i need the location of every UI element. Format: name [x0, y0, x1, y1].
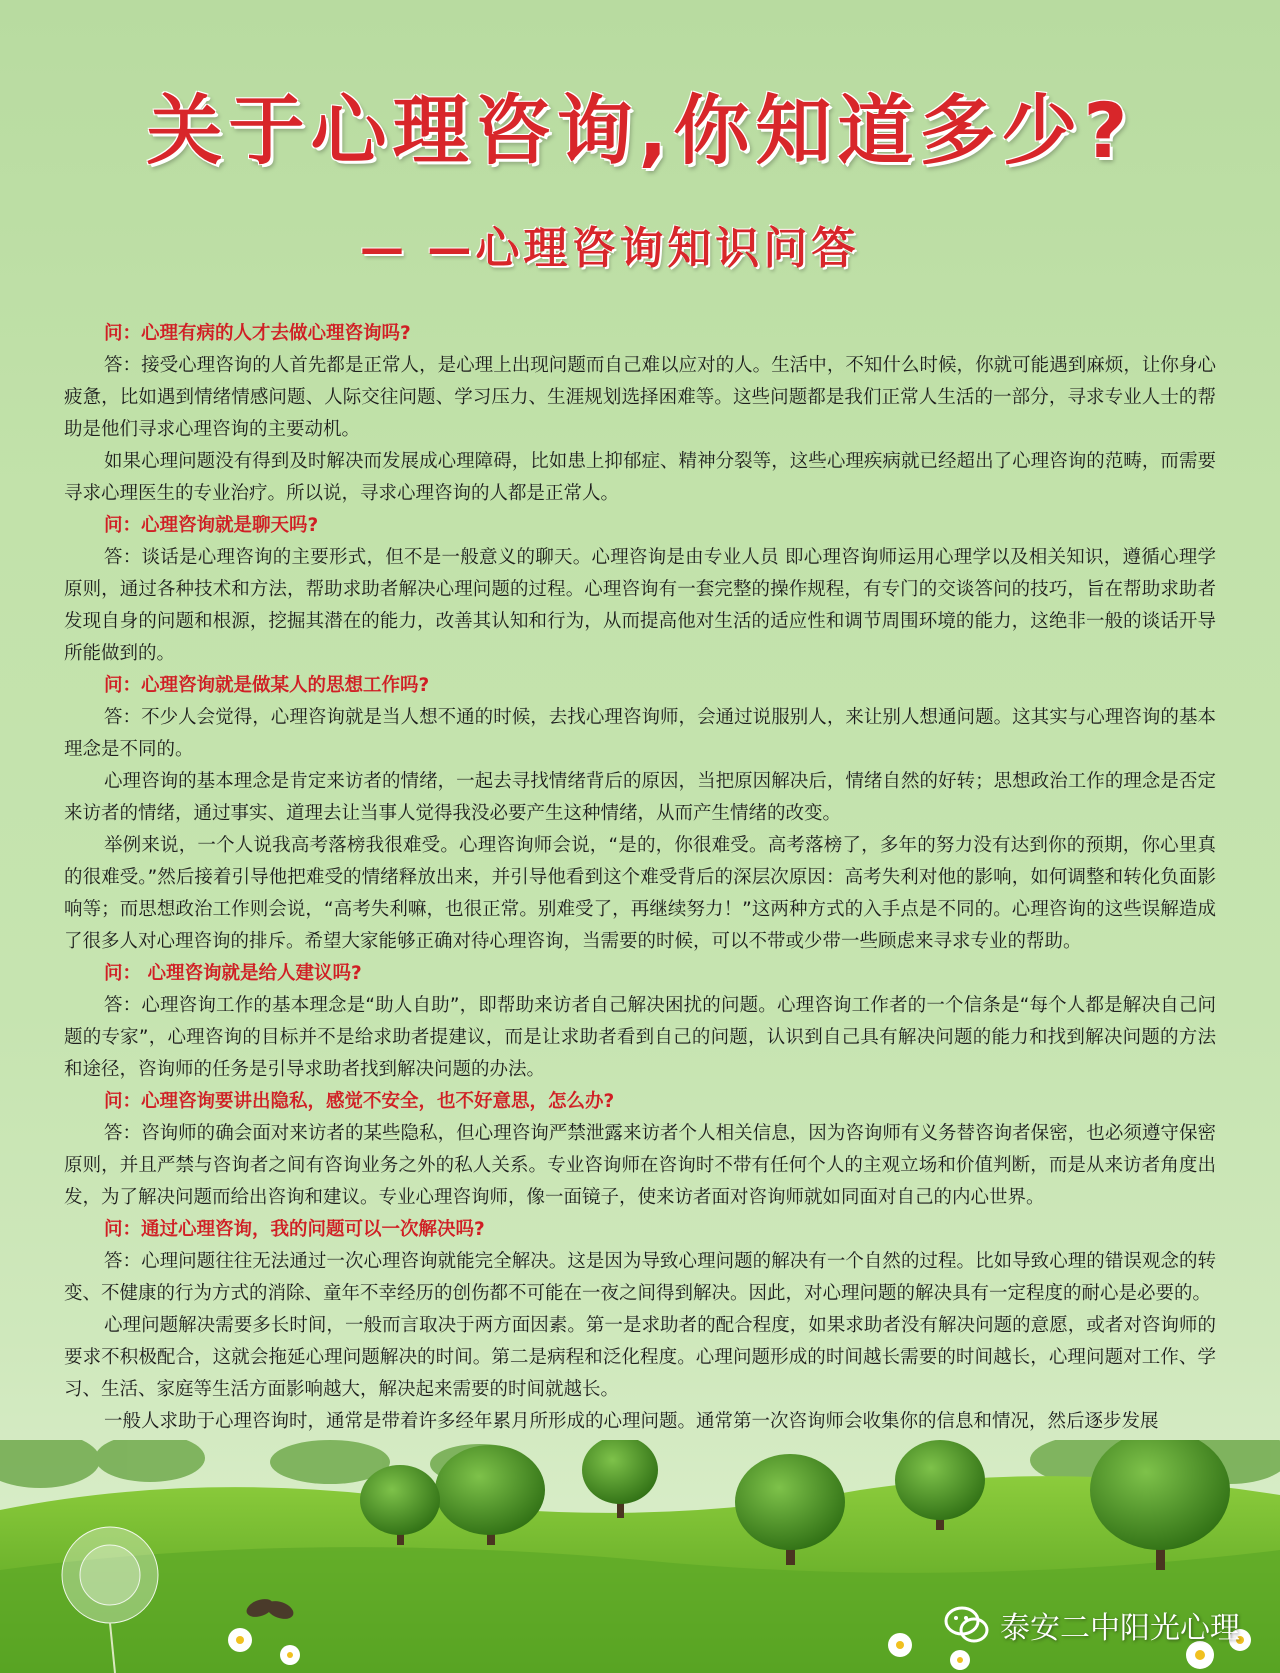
answer-paragraph: 答：心理问题往往无法通过一次心理咨询就能完全解决。这是因为导致心理问题的解决有一个自然的过程。比如导致心理的错误观念的转变、不健康的行为方式的消除、童年不幸经历的创伤都不可能在一夜之间得到解决。因此，对心理问题的解决具有一定程度的耐心是必要的。	[64, 1251, 1216, 1304]
page-title: 关于心理咨询,你知道多少?	[146, 86, 1134, 175]
watermark-text: 泰安二中阳光心理	[1000, 1611, 1240, 1646]
answer-paragraph: 举例来说，一个人说我高考落榜我很难受。心理咨询师会说，“是的，你很难受。高考落榜了，多年的努力没有达到你的预期，你心里真的很难受。”然后接着引导他把难受的情绪释放出来，并引导他看到这个难受背后的深层次原因：高考失利对他的影响，如何调整和转化负面影响等；而思想政治工作则会说，“高考失利嘛，也很正常。别难受了，再继续努力！”这两种方式的入手点是不同的。心理咨询的这些误解造成了很多人对心理咨询的排斥。希望大家能够正确对待心理咨询，当需要的时候，可以不带或少带一些顾虑来寻求专业的帮助。	[64, 835, 1216, 952]
qa-content	[64, 318, 1216, 1438]
answer-paragraph: 如果心理问题没有得到及时解决而发展成心理障碍，比如患上抑郁症、精神分裂等，这些心理疾病就已经超出了心理咨询的范畴，而需要寻求心理医生的专业治疗。所以说，寻求心理咨询的人都是正常人。	[64, 451, 1216, 504]
watermark	[944, 1603, 1240, 1647]
answer-paragraph: 答：心理咨询工作的基本理念是“助人自助”，即帮助来访者自己解决困扰的问题。心理咨询工作者的一个信条是“每个人都是解决自己问题的专家”，心理咨询的目标并不是给求助者提建议，而是让求助者看到自己的问题，认识到自己具有解决问题的能力和找到解决问题的方法和途径，咨询师的任务是引导求助者找到解决问题的办法。	[64, 995, 1216, 1080]
answer-paragraph: 心理问题解决需要多长时间，一般而言取决于两方面因素。第一是求助者的配合程度，如果求助者没有解决问题的意愿，或者对咨询师的要求不积极配合，这就会拖延心理问题解决的时间。第二是病程和泛化程度。心理问题形成的时间越长需要的时间越长，心理问题对工作、学习、生活、家庭等生活方面影响越大，解决起来需要的时间就越长。	[64, 1315, 1216, 1400]
answer-paragraph: 答：咨询师的确会面对来访者的某些隐私，但心理咨询严禁泄露来访者个人相关信息，因为咨询师有义务替咨询者保密，也必须遵守保密原则，并且严禁与咨询者之间有咨询业务之外的私人关系。专业咨询师在咨询时不带有任何个人的主观立场和价值判断，而是从来访者角度出发，为了解决问题而给出咨询和建议。专业心理咨询师，像一面镜子，使来访者面对咨询师就如同面对自己的内心世界。	[64, 1123, 1216, 1208]
answer-paragraph: 答：不少人会觉得，心理咨询就是当人想不通的时候，去找心理咨询师，会通过说服别人，来让别人想通问题。这其实与心理咨询的基本理念是不同的。	[64, 707, 1216, 760]
answer-paragraph: 一般人求助于心理咨询时，通常是带着许多经年累月所形成的心理问题。通常第一次咨询师会收集你的信息和情况，然后逐步发展	[104, 1411, 1159, 1432]
question-heading: 问： 心理咨询就是给人建议吗?	[104, 963, 362, 984]
question-heading: 问：心理有病的人才去做心理咨询吗?	[104, 323, 411, 344]
landscape-illustration	[0, 1440, 1280, 1673]
question-heading: 问：通过心理咨询，我的问题可以一次解决吗?	[104, 1219, 485, 1240]
answer-paragraph: 答：接受心理咨询的人首先都是正常人，是心理上出现问题而自己难以应对的人。生活中，不知什么时候，你就可能遇到麻烦，让你身心疲惫，比如遇到情绪情感问题、人际交往问题、学习压力、生涯规划选择困难等。这些问题都是我们正常人生活的一部分，寻求专业人士的帮助是他们寻求心理咨询的主要动机。	[64, 355, 1216, 440]
answer-paragraph: 心理咨询的基本理念是肯定来访者的情绪，一起去寻找情绪背后的原因，当把原因解决后，情绪自然的好转；思想政治工作的理念是否定来访者的情绪，通过事实、道理去让当事人觉得我没必要产生这种情绪，从而产生情绪的改变。	[64, 771, 1216, 824]
answer-paragraph: 答：谈话是心理咨询的主要形式，但不是一般意义的聊天。心理咨询是由专业人员 即心理咨询师运用心理学以及相关知识，遵循心理学原则，通过各种技术和方法，帮助求助者解决心理问题的过程。心理咨询有一套完整的操作规程，有专门的交谈答问的技巧，旨在帮助求助者发现自身的问题和根源，挖掘其潜在的能力，改善其认知和行为，从而提高他对生活的适应性和调节周围环境的能力，这绝非一般的谈话开导所能做到的。	[64, 547, 1216, 664]
question-heading: 问：心理咨询就是做某人的思想工作吗?	[104, 675, 430, 696]
question-heading: 问：心理咨询就是聊天吗?	[104, 515, 319, 536]
question-heading: 问：心理咨询要讲出隐私，感觉不安全，也不好意思，怎么办?	[104, 1091, 615, 1112]
page-subtitle: — —心理咨询知识问答	[360, 223, 860, 274]
wechat-icon	[944, 1605, 990, 1645]
